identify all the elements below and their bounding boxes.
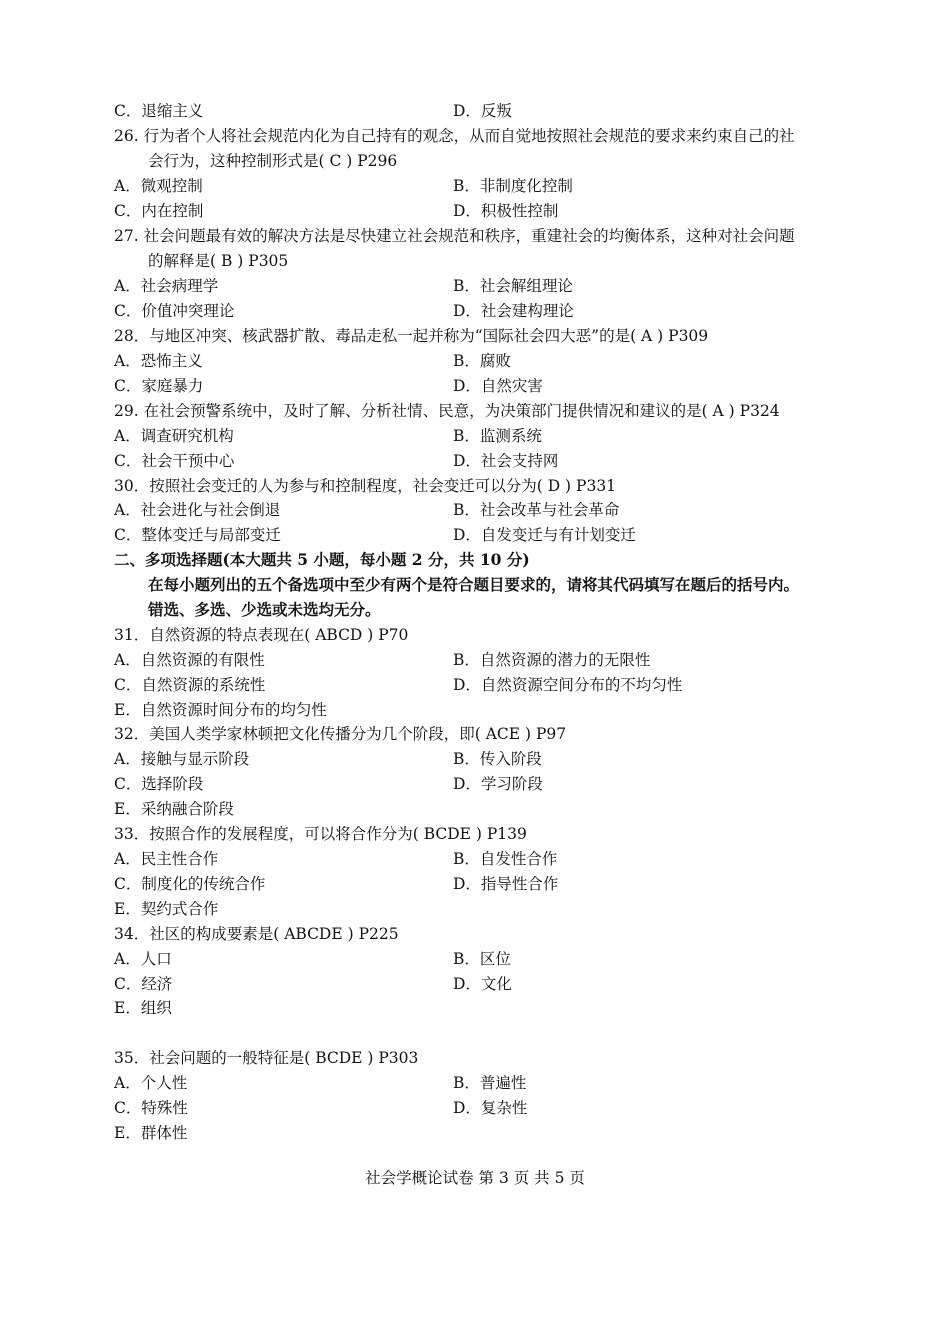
q25-option-c: C．退缩主义	[114, 102, 204, 120]
q31-option-e: E．自然资源时间分布的均匀性	[114, 701, 327, 719]
q28-stem: 28．与地区冲突、核武器扩散、毒品走私一起并称为“国际社会四大恶”的是( A ) P309	[114, 327, 709, 345]
q26-option-a: A．微观控制	[114, 177, 203, 195]
q33-option-a: A．民主性合作	[114, 850, 219, 868]
q29-stem: 29. 在社会预警系统中，及时了解、分析社情、民意，为决策部门提供情况和建议的是( A ) P324	[114, 402, 780, 420]
q35-option-c: C．特殊性	[114, 1099, 188, 1117]
section-instructions-line2: 错选、多选、少选或未选均无分。	[148, 600, 381, 619]
q27-option-d: D．社会建构理论	[453, 302, 574, 320]
q31-option-d: D．自然资源空间分布的不均匀性	[453, 676, 683, 694]
q33-option-c: C．制度化的传统合作	[114, 875, 266, 893]
q27-stem-line2: 的解释是( B ) P305	[148, 252, 289, 270]
q27-option-c: C．价值冲突理论	[114, 302, 235, 320]
q27-option-a: A．社会病理学	[114, 277, 219, 295]
q26-option-b: B．非制度化控制	[453, 177, 573, 195]
q35-option-e: E．群体性	[114, 1124, 188, 1142]
q33-stem: 33．按照合作的发展程度，可以将合作分为( BCDE ) P139	[114, 825, 527, 843]
q30-option-b: B．社会改革与社会革命	[453, 501, 620, 519]
q32-option-b: B．传入阶段	[453, 750, 542, 768]
q32-stem: 32．美国人类学家林顿把文化传播分为几个阶段，即( ACE ) P97	[114, 725, 567, 743]
q31-stem: 31．自然资源的特点表现在( ABCD ) P70	[114, 626, 409, 644]
q35-option-d: D．复杂性	[453, 1099, 528, 1117]
q28-option-d: D．自然灾害	[453, 377, 543, 395]
q32-option-d: D．学习阶段	[453, 775, 543, 793]
q28-option-b: B．腐败	[453, 352, 511, 370]
section-title: 二、多项选择题(本大题共 5 小题，每小题 2 分，共 10 分)	[114, 550, 530, 569]
q31-option-b: B．自然资源的潜力的无限性	[453, 651, 651, 669]
q34-stem: 34．社区的构成要素是( ABCDE ) P225	[114, 925, 399, 943]
q29-option-c: C．社会干预中心	[114, 452, 235, 470]
q27-stem-line1: 27. 社会问题最有效的解决方法是尽快建立社会规范和秩序，重建社会的均衡体系，这种对社会问题	[114, 227, 795, 245]
q31-option-a: A．自然资源的有限性	[114, 651, 265, 669]
q30-option-a: A．社会进化与社会倒退	[114, 501, 281, 519]
q26-stem-line1: 26. 行为者个人将社会规范内化为自己持有的观念，从而自觉地按照社会规范的要求来约束自己的社	[114, 127, 795, 145]
q30-stem: 30．按照社会变迁的人为参与和控制程度，社会变迁可以分为( D ) P331	[114, 477, 617, 495]
q30-option-c: C．整体变迁与局部变迁	[114, 526, 281, 544]
q26-option-c: C．内在控制	[114, 202, 204, 220]
q35-option-b: B．普遍性	[453, 1074, 527, 1092]
q34-option-b: B．区位	[453, 950, 511, 968]
page-footer: 社会学概论试卷 第 3 页 共 5 页	[365, 1169, 585, 1187]
q32-option-c: C．选择阶段	[114, 775, 204, 793]
q29-option-d: D．社会支持网	[453, 452, 559, 470]
q27-option-b: B．社会解组理论	[453, 277, 573, 295]
q30-option-d: D．自发变迁与有计划变迁	[453, 526, 636, 544]
q34-option-a: A．人口	[114, 950, 172, 968]
q28-option-c: C．家庭暴力	[114, 377, 204, 395]
q35-option-a: A．个人性	[114, 1074, 188, 1092]
q31-option-c: C．自然资源的系统性	[114, 676, 266, 694]
q34-option-d: D．文化	[453, 975, 512, 993]
q35-stem: 35．社会问题的一般特征是( BCDE ) P303	[114, 1049, 419, 1067]
q33-option-d: D．指导性合作	[453, 875, 559, 893]
q29-option-b: B．监测系统	[453, 427, 542, 445]
q26-stem-line2: 会行为，这种控制形式是( C ) P296	[148, 152, 398, 170]
q34-option-c: C．经济	[114, 975, 173, 993]
q25-option-d: D．反叛	[453, 102, 512, 120]
q32-option-a: A．接触与显示阶段	[114, 750, 250, 768]
q26-option-d: D．积极性控制	[453, 202, 559, 220]
section-instructions-line1: 在每小题列出的五个备选项中至少有两个是符合题目要求的，请将其代码填写在题后的括号内。	[148, 575, 800, 594]
q33-option-b: B．自发性合作	[453, 850, 558, 868]
q32-option-e: E．采纳融合阶段	[114, 800, 234, 818]
q33-option-e: E．契约式合作	[114, 900, 219, 918]
q29-option-a: A．调查研究机构	[114, 427, 234, 445]
q34-option-e: E．组织	[114, 999, 172, 1017]
q28-option-a: A．恐怖主义	[114, 352, 203, 370]
